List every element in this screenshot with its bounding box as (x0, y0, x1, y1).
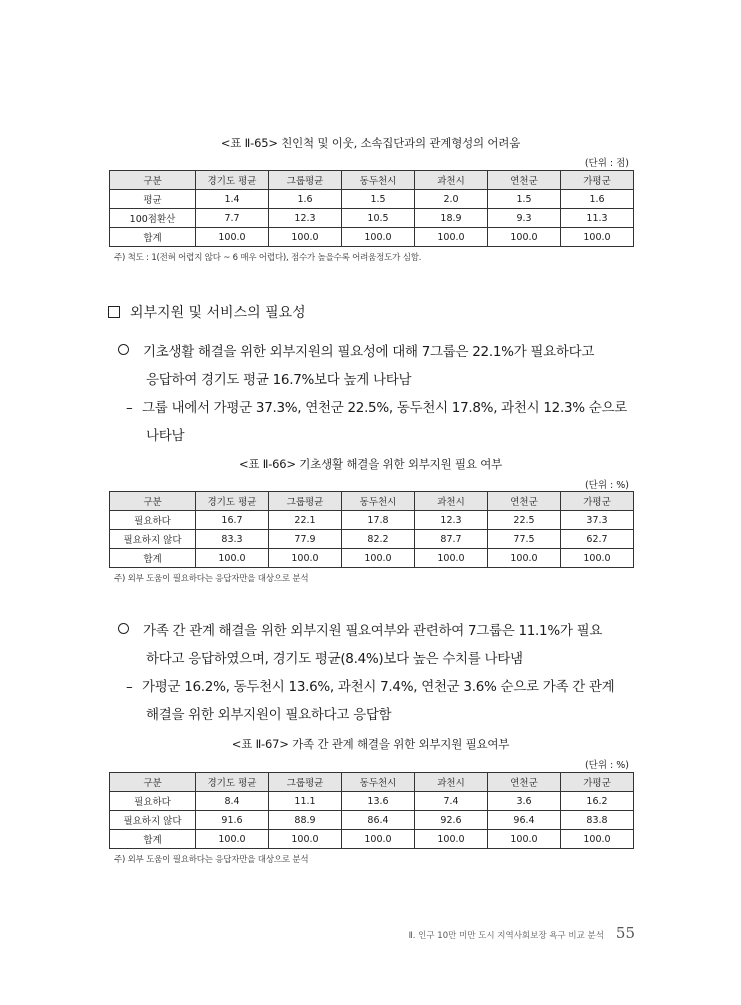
row-label: 필요하다 (110, 511, 196, 530)
table-row (110, 830, 634, 849)
header-cell: 동두천시 (342, 773, 415, 792)
table-cell: 100.0 (561, 228, 634, 247)
table-cell: 7.7 (196, 209, 269, 228)
table-cell: 92.6 (415, 811, 488, 830)
header-cell: 연천군 (488, 492, 561, 511)
paragraph-1-sub-line-2: 나타남 (146, 428, 185, 444)
paragraph-2-line-2: 하다고 응답하였으며, 경기도 평균(8.4%)보다 높은 수치를 나타냄 (146, 651, 523, 667)
table-cell: 100.0 (342, 830, 415, 849)
table-cell: 100.0 (488, 228, 561, 247)
row-label: 100점환산 (110, 209, 196, 228)
table-cell: 2.0 (415, 190, 488, 209)
table-cell: 77.9 (269, 530, 342, 549)
table-cell: 100.0 (196, 228, 269, 247)
table-65 (109, 170, 634, 247)
table-cell: 10.5 (342, 209, 415, 228)
paragraph-1-line-2: 응답하여 경기도 평균 16.7%보다 높게 나타남 (146, 372, 412, 388)
header-cell: 과천시 (415, 171, 488, 190)
row-label: 필요하지 않다 (110, 811, 196, 830)
header-cell: 구분 (110, 773, 196, 792)
table-66-note: 주) 외부 도움이 필요하다는 응답자만을 대상으로 분석 (114, 574, 309, 584)
dash-bullet-icon: – (126, 679, 133, 695)
table-cell: 8.4 (196, 792, 269, 811)
table-header-row (110, 492, 634, 511)
table-cell: 1.6 (269, 190, 342, 209)
paragraph-1-sub-line-1: 그룹 내에서 가평군 37.3%, 연천군 22.5%, 동두천시 17.8%, 과천시 12.3% 순으로 (142, 400, 627, 416)
table-cell: 83.8 (561, 811, 634, 830)
table-66-unit: (단위 : %) (584, 480, 629, 491)
header-cell: 동두천시 (342, 492, 415, 511)
table-cell: 87.7 (415, 530, 488, 549)
page-footer (409, 924, 635, 942)
table-cell: 1.4 (196, 190, 269, 209)
table-cell: 11.3 (561, 209, 634, 228)
header-cell: 과천시 (415, 773, 488, 792)
table-cell: 9.3 (488, 209, 561, 228)
paragraph-1 (118, 338, 638, 450)
section-heading (108, 302, 306, 322)
header-cell: 연천군 (488, 171, 561, 190)
table-cell: 62.7 (561, 530, 634, 549)
table-cell: 100.0 (488, 830, 561, 849)
circle-bullet-icon (118, 344, 129, 355)
table-cell: 96.4 (488, 811, 561, 830)
table-cell: 17.8 (342, 511, 415, 530)
table-cell: 37.3 (561, 511, 634, 530)
table-65-caption: <표 Ⅱ-65> 친인척 및 이웃, 소속집단과의 관계형성의 어려움 (220, 136, 521, 150)
row-label: 합계 (110, 549, 196, 568)
header-cell: 과천시 (415, 492, 488, 511)
table-row (110, 811, 634, 830)
table-65-unit: (단위 : 점) (584, 158, 629, 169)
table-header-row (110, 773, 634, 792)
paragraph-1-line-1: 기초생활 해결을 위한 외부지원의 필요성에 대해 7그룹은 22.1%가 필요하다고 (143, 344, 595, 360)
table-cell: 18.9 (415, 209, 488, 228)
header-cell: 경기도 평균 (196, 492, 269, 511)
table-66-caption: <표 Ⅱ-66> 기초생활 해결을 위한 외부지원 필요 여부 (238, 457, 503, 471)
table-cell: 12.3 (415, 511, 488, 530)
table-cell: 100.0 (196, 549, 269, 568)
table-cell: 3.6 (488, 792, 561, 811)
paragraph-2-sub-line-1: 가평군 16.2%, 동두천시 13.6%, 과천시 7.4%, 연천군 3.6% 순으로 가족 간 관계 (142, 679, 615, 695)
table-67 (109, 772, 634, 849)
table-cell: 100.0 (269, 549, 342, 568)
table-67-note: 주) 외부 도움이 필요하다는 응답자만을 대상으로 분석 (114, 855, 309, 865)
table-cell: 1.5 (488, 190, 561, 209)
row-label: 평균 (110, 190, 196, 209)
table-row (110, 792, 634, 811)
paragraph-2-sub-line-2: 해결을 위한 외부지원이 필요하다고 응답함 (146, 707, 392, 723)
table-cell: 77.5 (488, 530, 561, 549)
page-number: 55 (615, 924, 635, 942)
header-cell: 구분 (110, 492, 196, 511)
header-cell: 구분 (110, 171, 196, 190)
table-cell: 1.6 (561, 190, 634, 209)
table-cell: 91.6 (196, 811, 269, 830)
table-row (110, 530, 634, 549)
table-cell: 100.0 (269, 830, 342, 849)
table-cell: 100.0 (415, 830, 488, 849)
header-cell: 경기도 평균 (196, 171, 269, 190)
table-row (110, 511, 634, 530)
table-cell: 100.0 (415, 549, 488, 568)
table-row (110, 549, 634, 568)
section-title: 외부지원 및 서비스의 필요성 (130, 305, 306, 321)
table-cell: 22.5 (488, 511, 561, 530)
square-bullet-icon (108, 306, 120, 318)
row-label: 합계 (110, 228, 196, 247)
paragraph-2-line-1: 가족 간 관계 해결을 위한 외부지원 필요여부와 관련하여 7그룹은 11.1%가 필요 (143, 623, 603, 639)
footer-chapter-title: Ⅱ. 인구 10만 미만 도시 지역사회보장 욕구 비교 분석 (408, 931, 604, 941)
paragraph-2 (118, 617, 638, 729)
table-65-note: 주) 척도 : 1(전혀 어렵지 않다 ~ 6 매우 어렵다), 점수가 높을수록 어려움정도가 심함. (114, 253, 422, 263)
table-header-row (110, 171, 634, 190)
table-cell: 100.0 (342, 549, 415, 568)
row-label: 합계 (110, 830, 196, 849)
header-cell: 가평군 (561, 171, 634, 190)
table-cell: 1.5 (342, 190, 415, 209)
dash-bullet-icon: – (126, 400, 133, 416)
table-cell: 100.0 (488, 549, 561, 568)
table-row (110, 190, 634, 209)
header-cell: 가평군 (561, 773, 634, 792)
table-cell: 86.4 (342, 811, 415, 830)
table-cell: 100.0 (342, 228, 415, 247)
header-cell: 연천군 (488, 773, 561, 792)
header-cell: 그룹평균 (269, 492, 342, 511)
header-cell: 그룹평균 (269, 171, 342, 190)
table-cell: 7.4 (415, 792, 488, 811)
row-label: 필요하지 않다 (110, 530, 196, 549)
table-cell: 16.2 (561, 792, 634, 811)
table-cell: 100.0 (415, 228, 488, 247)
table-67-caption: <표 Ⅱ-67> 가족 간 관계 해결을 위한 외부지원 필요여부 (231, 737, 510, 751)
table-cell: 100.0 (561, 830, 634, 849)
table-cell: 88.9 (269, 811, 342, 830)
header-cell: 경기도 평균 (196, 773, 269, 792)
table-cell: 16.7 (196, 511, 269, 530)
table-cell: 82.2 (342, 530, 415, 549)
table-cell: 12.3 (269, 209, 342, 228)
row-label: 필요하다 (110, 792, 196, 811)
table-cell: 13.6 (342, 792, 415, 811)
header-cell: 그룹평균 (269, 773, 342, 792)
table-cell: 22.1 (269, 511, 342, 530)
table-cell: 83.3 (196, 530, 269, 549)
table-cell: 100.0 (196, 830, 269, 849)
table-cell: 100.0 (561, 549, 634, 568)
table-cell: 11.1 (269, 792, 342, 811)
table-row (110, 228, 634, 247)
header-cell: 가평군 (561, 492, 634, 511)
header-cell: 동두천시 (342, 171, 415, 190)
table-row (110, 209, 634, 228)
table-66 (109, 491, 634, 568)
table-67-unit: (단위 : %) (584, 760, 629, 771)
circle-bullet-icon (118, 623, 129, 634)
table-cell: 100.0 (269, 228, 342, 247)
